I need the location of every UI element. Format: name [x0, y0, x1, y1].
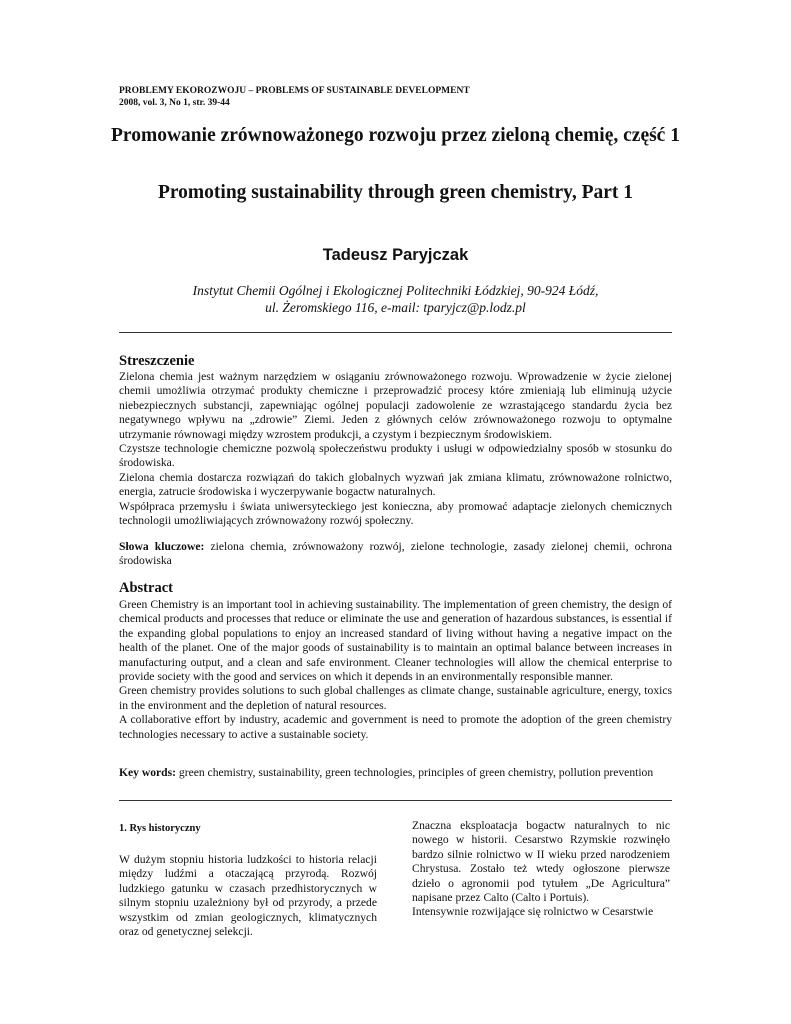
abstract-body	[119, 598, 672, 742]
keywords-polish-label: Słowa kluczowe:	[119, 540, 205, 553]
keywords-english-list: green chemistry, sustainability, green technologies, principles of green chemistry, pollution prevention	[178, 766, 654, 779]
keywords-polish	[119, 540, 672, 569]
section-heading: 1. Rys historyczny	[119, 823, 201, 834]
streszczenie-body	[119, 370, 672, 528]
divider-bottom	[119, 800, 672, 801]
affiliation-line-1: Instytut Chemii Ogólnej i Ekologicznej Politechniki Łódzkiej, 90-924 Łódź,	[192, 283, 599, 298]
streszczenie-paragraph: Czystsze technologie chemiczne pozwolą społeczeństwu produkty i usługi w odpowiedzialny sposób w stosunku do środowiska.	[119, 442, 672, 470]
author-name: Tadeusz Paryjczak	[322, 246, 469, 264]
column-right	[412, 819, 670, 920]
section-paragraph: W dużym stopniu historia ludzkości to historia relacji między ludźmi a otaczającą przyrodą. Rozwój ludzkiego gatunku w czasach przedhistorycznych w silnym stopniu uzależniony był od przyrody, a przede wszystkim od zmian geologicznych, klimatycznych oraz od genetycznej selekcji.	[119, 853, 377, 939]
keywords-english-label: Key words:	[119, 766, 176, 779]
keywords-polish-list: zielona chemia, zrównoważony rozwój, zielone technologie, zasady zielonej chemii, ochrona środowiska	[119, 540, 672, 568]
title-polish: Promowanie zrównoważonego rozwoju przez zieloną chemię, część 1	[111, 125, 680, 146]
title-english: Promoting sustainability through green chemistry, Part 1	[157, 182, 634, 203]
affiliation-line-2: ul. Żeromskiego 116, e-mail: tparyjcz@p.lodz.pl	[265, 300, 526, 315]
abstract-paragraph: Green Chemistry is an important tool in achieving sustainability. The implementation of green chemistry, the design of chemical products and processes that reduce or eliminate the use and generation of hazardous substances, is essential if the expanding global populations to enjoy an increased standard of living without having a negative impact on the health of the planet. One of the major goods of sustainability is to maintain an optimal balance between increases in manufacturing output, and a clean and safe environment. Cleaner technologies will allow the chemical enterprise to provide society with the good and services on which it depends in an environmentally responsible manner.	[119, 598, 672, 684]
streszczenie-paragraph: Zielona chemia jest ważnym narzędziem w osiąganiu zrównoważonego rozwoju. Wprowadzenie w życie zielonej chemii umożliwia otrzymać produkty chemiczne i przeprowadzić procesy które zmieniają lub eliminują użycie niebezpiecznych substancji, zapewniając ogólnej populacji zadowolenie ze wzrastającego standardu życia bez negatywnego wpływu na „zdrowie” Ziemi. Jeden z głównych celów zrównoważonego rozwoju to optymalne utrzymanie równowagi między wzrostem produkcji, a czystym i bezpiecznym środowiskiem.	[119, 370, 672, 441]
section-paragraph: Intensywnie rozwijające się rolnictwo w Cesarstwie	[412, 905, 654, 919]
divider-top	[119, 332, 672, 333]
journal-header	[119, 85, 470, 109]
affiliation	[100, 282, 691, 316]
streszczenie-paragraph: Współpraca przemysłu i świata uniwersyteckiego jest konieczna, aby promować adaptacje zielonych chemicznych technologii umożliwiających zrównoważony rozwój społeczny.	[119, 499, 672, 528]
streszczenie-heading: Streszczenie	[119, 353, 195, 369]
abstract-paragraph: A collaborative effort by industry, academic and government is need to promote the adoption of the green chemistry technologies necessary to active a sustainable society.	[119, 713, 672, 741]
abstract-heading: Abstract	[119, 580, 173, 596]
journal-title: PROBLEMY EKOROZWOJU – PROBLEMS OF SUSTAINABLE DEVELOPMENT	[119, 86, 470, 96]
column-left	[119, 822, 377, 939]
streszczenie-paragraph: Zielona chemia dostarcza rozwiązań do takich globalnych wyzwań jak zmiana klimatu, zrównoważone rolnictwo, energia, zatrucie środowiska i wyczerpywanie bogactw naturalnych.	[119, 470, 672, 499]
abstract-paragraph: Green chemistry provides solutions to such global challenges as climate change, sustainable agriculture, energy, toxics in the environment and the depletion of natural resources.	[119, 684, 672, 712]
section-paragraph: Znaczna eksploatacja bogactw naturalnych to nic nowego w historii. Cesarstwo Rzymskie rozwinęło bardzo silnie rolnictwo w II wieku przed narodzeniem Chrystusa. Zostało też wtedy ogłoszone pierwsze dzieło o agronomii pod tytułem „De Agricultura” napisane przez Calto (Calto i Portuis).	[412, 819, 670, 905]
keywords-english	[119, 766, 672, 780]
journal-issue: 2008, vol. 3, No 1, str. 39-44	[119, 98, 230, 108]
